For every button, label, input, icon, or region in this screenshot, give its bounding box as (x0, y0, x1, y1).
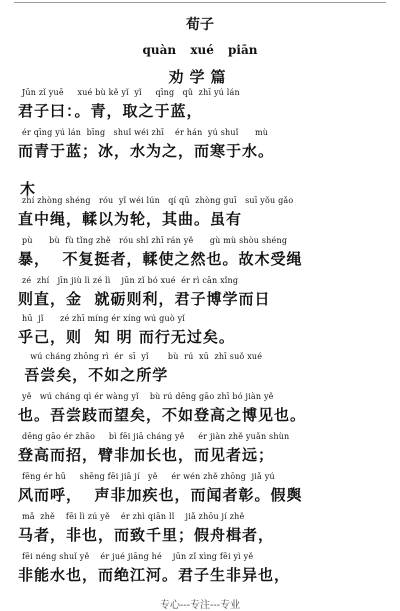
page-title: 劝学篇 (168, 68, 232, 86)
hanzi-line: 风而呼， 声非加疾也，而闻者彰。假舆 (18, 486, 303, 504)
pinyin-line: ér qīng yú lán bīng shuǐ wéi zhī ér hán yú shuǐ mù (22, 128, 269, 137)
hanzi-line: 则直，金 就砺则利，君子博学而日 (18, 290, 271, 308)
hanzi-line: 直中绳，輮以为轮，其曲。虽有 (18, 210, 243, 228)
pinyin-line: Jūn zǐ yuē xué bù kě yǐ yǐ qīng qǔ zhī yú lán (22, 88, 240, 97)
author-name: 荀子 (186, 17, 214, 33)
pinyin-line: pù bù fù tǐng zhě róu shǐ zhī rán yě gù mù shòu shéng (22, 236, 288, 245)
hanzi-line: 暴， 不复挺者，輮使之然也。故木受绳 (18, 250, 303, 268)
title-pinyin: quàn xué piān (142, 43, 258, 57)
pinyin-line: mǎ zhě fēi lì zú yě ér zhì qiān lǐ jiǎ zhōu jí zhě (22, 512, 245, 521)
top-divider (14, 2, 386, 3)
hanzi-line: 君子曰：。青，取之于蓝， (18, 102, 203, 120)
pinyin-line: yě wú cháng qì ér wàng yǐ bù rú dēng gāo zhī bó jiàn yě (22, 392, 274, 401)
pinyin-line: zé zhí jīn jiù lì zé lì jūn zǐ bó xué ér rì cān xǐng (22, 276, 239, 285)
hanzi-line: 乎己，则 知 明 而行无过矣。 (18, 328, 235, 346)
pinyin-line: zhí zhòng shéng róu yǐ wéi lún qí qū zhòng guī suī yǒu gǎo (22, 196, 294, 205)
pinyin-line: fēng ér hū shēng fēi jiā jí yě ér wén zhě zhōng jiǎ yú (22, 472, 275, 481)
hanzi-line: 马者，非也，而致千里；假舟楫者， (18, 526, 275, 544)
hanzi-line: 吾尝矣，不如之所学 (18, 366, 169, 384)
hanzi-line: 而青于蓝；冰，水为之，而寒于水。 (18, 142, 275, 160)
hanzi-line: 非能水也，而绝江河。君子生非异也， (18, 566, 291, 584)
hanzi-line: 登高而招，臂非加长也，而见者远； (18, 446, 275, 464)
page-footer: 专心---专注---专业 (159, 600, 241, 611)
pinyin-line: dēng gāo ér zhāo bì fēi jiā cháng yě ér jiàn zhě yuǎn shùn (22, 432, 290, 441)
hanzi-line: 也。吾尝跂而望矣，不如登高之博见也。 (18, 406, 307, 424)
pinyin-line: fēi néng shuǐ yě ér jué jiāng hé jūn zǐ xìng fēi yì yě (22, 552, 254, 561)
pinyin-line: wú cháng zhōng rì ér sī yǐ bù rú xū zhī suǒ xué (22, 352, 263, 361)
pinyin-line: hū jǐ zé zhī míng ér xíng wú guò yǐ (22, 314, 186, 323)
lone-character: 木 (20, 180, 36, 198)
